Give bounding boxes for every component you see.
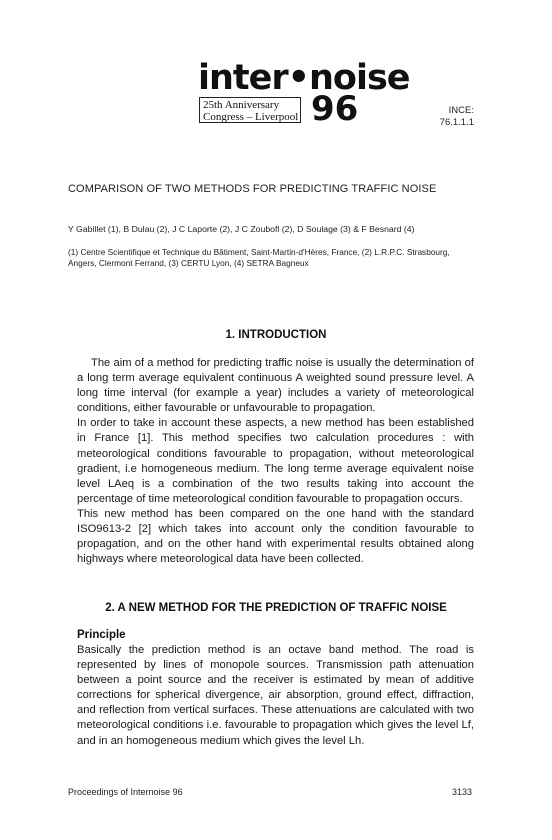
introduction-body [77, 356, 474, 567]
section-heading-new-method: 2. A NEW METHOD FOR THE PREDICTION OF TRAFFIC NOISE [105, 602, 447, 614]
ince-label: INCE: [448, 105, 474, 116]
ince-number: 76.1.1.1 [439, 117, 474, 128]
footer-proceedings: Proceedings of Internoise 96 [68, 787, 183, 797]
section-heading-introduction: 1. INTRODUCTION [225, 329, 327, 341]
paper-title: COMPARISON OF TWO METHODS FOR PREDICTING TRAFFIC NOISE [68, 183, 437, 195]
conference-logo: inter•noise [198, 58, 410, 98]
ince-code [432, 105, 474, 129]
logo-year: 96 [311, 89, 359, 129]
conference-logo-box [199, 97, 301, 123]
logo-box-line2: Congress – Liverpool [203, 111, 299, 123]
paragraph: Basically the prediction method is an octave band method. The road is represented by lines of monopole sources. Transmission path attenuation between a point source and the receiver is estimated by mean of additive corrections for spherical divergence, air absorption, ground effect, diffraction, and reflection from vertical surfaces. These attenuations are calculated with two meteorological conditions i.e. favourable to propagation which gives the level Lf, and in an homogeneous medium which gives the level Lh. [77, 644, 474, 747]
page-number: 3133 [452, 787, 473, 797]
paragraph: The aim of a method for predicting traffic noise is usually the determination of a long term average equivalent continuous A weighted sound pressure level. A long time interval (for example a year) includes a variety of meteorological conditions, either favourable or unfavourable to propagation. [77, 357, 474, 415]
author-list: Y Gabillet (1), B Dulau (2), J C Laporte (2), J C Zoubofl (2), D Soulage (3) & F Besnard (4) [68, 224, 415, 234]
affiliations: (1) Centre Scientifique et Technique du Bâtiment, Saint-Martin-d'Hères, France, (2) L.R.P.C. Strasbourg, Angers, Clermont Ferrand, (3) CERTU Lyon, (4) SETRA Bagneux [68, 247, 450, 268]
subheading-principle: Principle [77, 629, 126, 641]
principle-body [77, 643, 474, 749]
paragraph: This new method has been compared on the one hand with the standard ISO9613-2 [2] which takes into account only the condition favourable to propagation, and on the other hand with experimental results obtained along highways where meteorological data have been collected. [77, 507, 474, 566]
paragraph: In order to take in account these aspects, a new method has been established in France [1]. This method specifies two calculation procedures : with meteorological conditions favourable to propagation, without meteorological gradient, i.e homogeneous medium. The long terme average equivalent noise level LAeq is a combination of the two results taking into account the percentage of time meteorological condition favourable to propagation occurs. [77, 417, 474, 505]
logo-box-line1: 25th Anniversary [203, 99, 280, 111]
